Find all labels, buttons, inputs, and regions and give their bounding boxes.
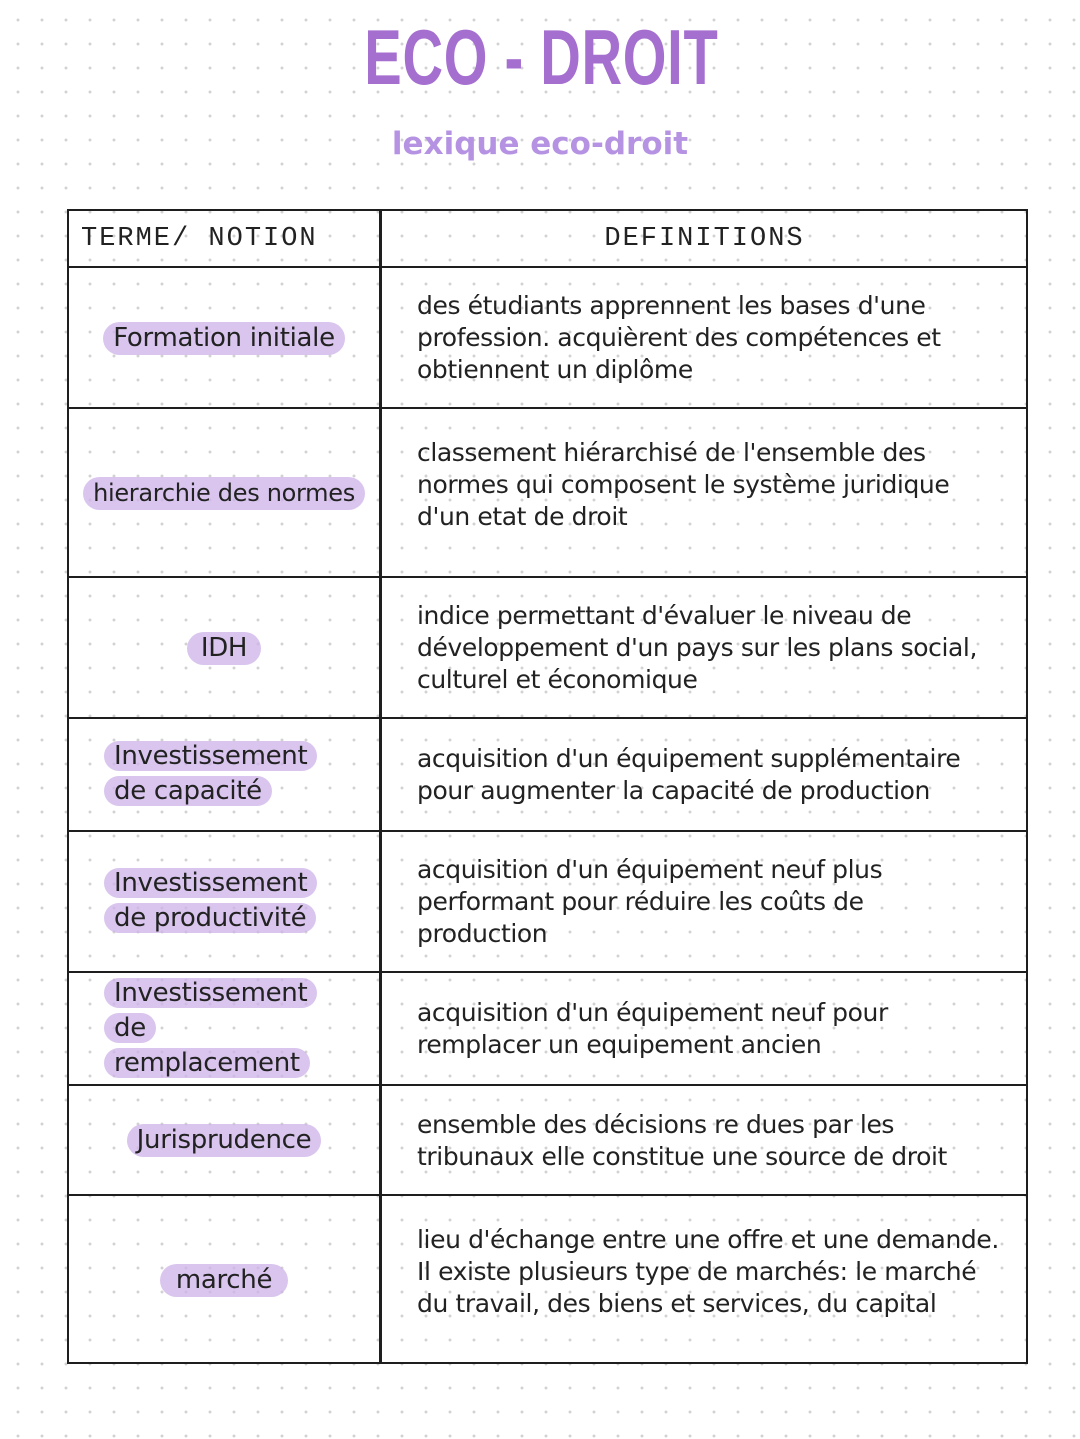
table-row-definition — [417, 974, 1017, 1084]
definition-text: acquisition d'un équipement neuf plus performant pour réduire les coûts de production — [417, 855, 883, 948]
table-row-definition — [417, 1087, 1017, 1194]
term-highlight: Formation initiale — [103, 322, 345, 355]
row-divider — [69, 971, 1026, 973]
table-row-definition — [417, 720, 1017, 830]
row-divider — [69, 1084, 1026, 1086]
table-row-term — [69, 720, 379, 830]
term-highlight: Investissement de capacité — [104, 741, 317, 806]
row-divider — [69, 717, 1026, 719]
page-title: ECO - DROIT — [364, 13, 719, 101]
definition-text: indice permettant d'évaluer le niveau de développement d'un pays sur les plans social, culturel et économique — [417, 601, 978, 694]
definition-text: acquisition d'un équipement neuf pour remplacer un equipement ancien — [417, 998, 888, 1059]
term-highlight: hierarchie des normes — [83, 477, 365, 510]
page-subtitle: lexique eco-droit — [391, 126, 689, 162]
table-row-definition — [417, 410, 1017, 560]
table-row-term — [69, 833, 379, 971]
table-row-definition — [417, 579, 1017, 717]
definition-text: des étudiants apprennent les bases d'une profession. acquièrent des compétences et obtiennent un diplôme — [417, 291, 941, 384]
definition-text: ensemble des décisions re dues par les tribunaux elle constitue une source de droit — [417, 1109, 947, 1171]
row-divider — [69, 266, 1026, 268]
table-row-definition — [417, 269, 1017, 407]
table-row-term — [69, 1087, 379, 1194]
row-divider — [69, 830, 1026, 832]
table-row-term — [69, 269, 379, 407]
table-row-term — [69, 974, 379, 1084]
table-row-definition — [417, 833, 1017, 971]
column-header-definitions: DEFINITIONS — [604, 224, 805, 254]
row-divider — [69, 407, 1026, 409]
row-divider — [69, 576, 1026, 578]
table-row-term — [69, 410, 379, 576]
table-row-term — [69, 579, 379, 717]
term-highlight: marché — [160, 1264, 288, 1297]
column-divider — [379, 211, 382, 1362]
table-row-term — [69, 1197, 379, 1363]
row-divider — [69, 1194, 1026, 1196]
glossary-table — [67, 209, 1028, 1364]
term-highlight: Jurisprudence — [127, 1124, 322, 1157]
column-header-term: TERME/ NOTION — [81, 224, 318, 254]
definition-text: acquisition d'un équipement supplémentaire pour augmenter la capacité de production — [417, 744, 961, 805]
term-highlight: Investissement de remplacement — [104, 978, 317, 1078]
definition-text: classement hiérarchisé de l'ensemble des normes qui composent le système juridique d'un etat de droit — [417, 438, 950, 531]
definition-text: lieu d'échange entre une offre et une demande. Il existe plusieurs type de marchés: le marché du travail, des biens et services, du capital — [417, 1225, 999, 1318]
term-highlight: IDH — [187, 632, 261, 665]
term-highlight: Investissement de productivité — [104, 868, 317, 933]
table-row-definition — [417, 1197, 1017, 1347]
